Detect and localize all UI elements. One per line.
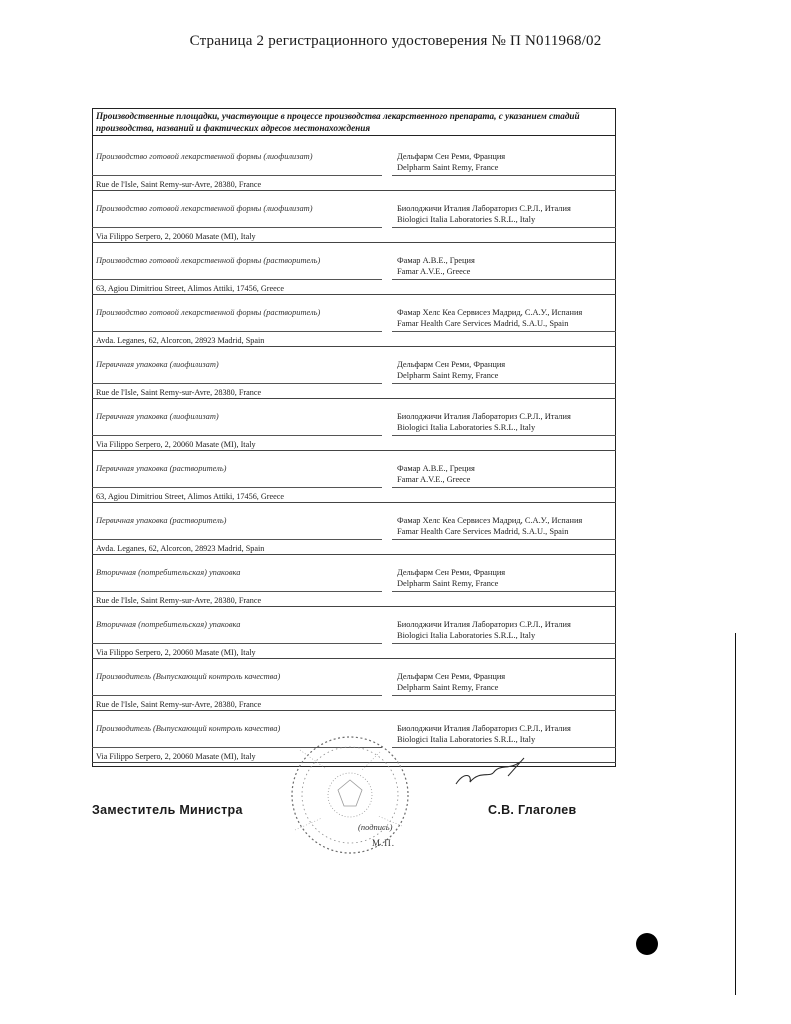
address-cell: Avda. Leganes, 62, Alcorcon, 28923 Madrid, Spain [96, 336, 265, 345]
company-cell: Фамар А.В.Е., Греция Famar A.V.E., Greece [397, 464, 475, 484]
row-divider [92, 175, 382, 176]
stage-cell: Производитель (Выпускающий контроль качества) [96, 672, 281, 681]
stage-cell: Первичная упаковка (растворитель) [96, 516, 227, 525]
row-divider [92, 331, 382, 332]
stage-cell: Вторичная (потребительская) упаковка [96, 568, 241, 577]
address-cell: Rue de l'Isle, Saint Remy-sur-Avre, 28380, France [96, 596, 262, 605]
stamp-place-mark: М.П. [372, 838, 396, 848]
company-divider [392, 279, 616, 280]
handwritten-signature-icon [450, 752, 540, 792]
company-cell: Биолоджичи Италия Лабораториз С.Р.Л., Италия Biologici Italia Laboratories S.R.L., Italy [397, 724, 571, 744]
address-cell: 63, Agiou Dimitriou Street, Alimos Attiki, 17456, Greece [96, 492, 285, 501]
stage-cell: Производство готовой лекарственной формы (лиофилизат) [96, 204, 313, 213]
company-cell: Биолоджичи Италия Лабораториз С.Р.Л., Италия Biologici Italia Laboratories S.R.L., Italy [397, 412, 571, 432]
address-cell: Rue de l'Isle, Saint Remy-sur-Avre, 28380, France [96, 700, 262, 709]
stage-cell: Первичная упаковка (лиофилизат) [96, 360, 219, 369]
table-row [92, 240, 616, 292]
row-divider [92, 539, 382, 540]
row-divider [92, 227, 382, 228]
company-cell: Дельфарм Сен Реми, Франция Delpharm Saint Remy, France [397, 360, 506, 380]
row-divider [92, 643, 382, 644]
address-cell: Via Filippo Serpero, 2, 20060 Masate (MI), Italy [96, 752, 256, 761]
table-row [92, 292, 616, 344]
address-cell: Rue de l'Isle, Saint Remy-sur-Avre, 28380, France [96, 388, 262, 397]
company-cell: Фамар А.В.Е., Греция Famar A.V.E., Greece [397, 256, 475, 276]
stage-cell: Вторичная (потребительская) упаковка [96, 620, 241, 629]
company-divider [392, 643, 616, 644]
signer-title: Заместитель Министра [92, 803, 243, 817]
stage-cell: Производство готовой лекарственной формы (растворитель) [96, 256, 321, 265]
address-cell: 63, Agiou Dimitriou Street, Alimos Attiki, 17456, Greece [96, 284, 285, 293]
page-header: Страница 2 регистрационного удостоверения № П N011968/02 [189, 33, 602, 49]
company-cell: Дельфарм Сен Реми, Франция Delpharm Saint Remy, France [397, 672, 506, 692]
company-divider [392, 175, 616, 176]
table-row [92, 136, 616, 188]
stage-cell: Первичная упаковка (лиофилизат) [96, 412, 219, 421]
table-row [92, 552, 616, 604]
table-row [92, 188, 616, 240]
row-divider [92, 383, 382, 384]
address-cell: Via Filippo Serpero, 2, 20060 Masate (MI), Italy [96, 648, 256, 657]
company-cell: Фамар Хелс Кеа Сервисез Мадрид, С.А.У., Испания Famar Health Care Services Madrid, S.A.U., Spain [397, 516, 583, 536]
sites-table-body [92, 136, 616, 760]
company-divider [392, 487, 616, 488]
company-divider [392, 331, 616, 332]
table-row [92, 344, 616, 396]
signer-name: С.В. Глаголев [488, 803, 577, 817]
address-cell: Via Filippo Serpero, 2, 20060 Masate (MI), Italy [96, 440, 256, 449]
signature-caption: (подпись) [358, 822, 393, 832]
address-cell: Rue de l'Isle, Saint Remy-sur-Avre, 28380, France [96, 180, 262, 189]
company-divider [392, 435, 616, 436]
stage-cell: Производство готовой лекарственной формы (растворитель) [96, 308, 321, 317]
table-row [92, 396, 616, 448]
company-divider [392, 591, 616, 592]
company-divider [392, 695, 616, 696]
company-cell: Дельфарм Сен Реми, Франция Delpharm Saint Remy, France [397, 568, 506, 588]
company-cell: Фамар Хелс Кеа Сервисез Мадрид, С.А.У., Испания Famar Health Care Services Madrid, S.A.U., Spain [397, 308, 583, 328]
company-divider [392, 539, 616, 540]
row-divider [92, 279, 382, 280]
address-cell: Via Filippo Serpero, 2, 20060 Masate (MI), Italy [96, 232, 256, 241]
company-divider [392, 227, 616, 228]
row-divider [92, 695, 382, 696]
address-cell: Avda. Leganes, 62, Alcorcon, 28923 Madrid, Spain [96, 544, 265, 553]
table-row [92, 656, 616, 708]
company-cell: Биолоджичи Италия Лабораториз С.Р.Л., Италия Biologici Italia Laboratories S.R.L., Italy [397, 204, 571, 224]
row-divider [92, 487, 382, 488]
stage-cell: Первичная упаковка (растворитель) [96, 464, 227, 473]
margin-line [735, 633, 736, 995]
row-divider [92, 591, 382, 592]
table-title: Производственные площадки, участвующие в процессе производства лекарственного препарата, с указанием стадий производства, названий и фактических адресов местонахождения [96, 111, 580, 133]
company-cell: Дельфарм Сен Реми, Франция Delpharm Saint Remy, France [397, 152, 506, 172]
table-row [92, 604, 616, 656]
stage-cell: Производитель (Выпускающий контроль качества) [96, 724, 281, 733]
official-seal-icon [270, 730, 430, 860]
company-divider [392, 383, 616, 384]
stage-cell: Производство готовой лекарственной формы (лиофилизат) [96, 152, 313, 161]
table-row [92, 448, 616, 500]
row-divider [92, 435, 382, 436]
table-row [92, 500, 616, 552]
company-cell: Биолоджичи Италия Лабораториз С.Р.Л., Италия Biologici Italia Laboratories S.R.L., Italy [397, 620, 571, 640]
scan-dot-mark [636, 933, 658, 955]
